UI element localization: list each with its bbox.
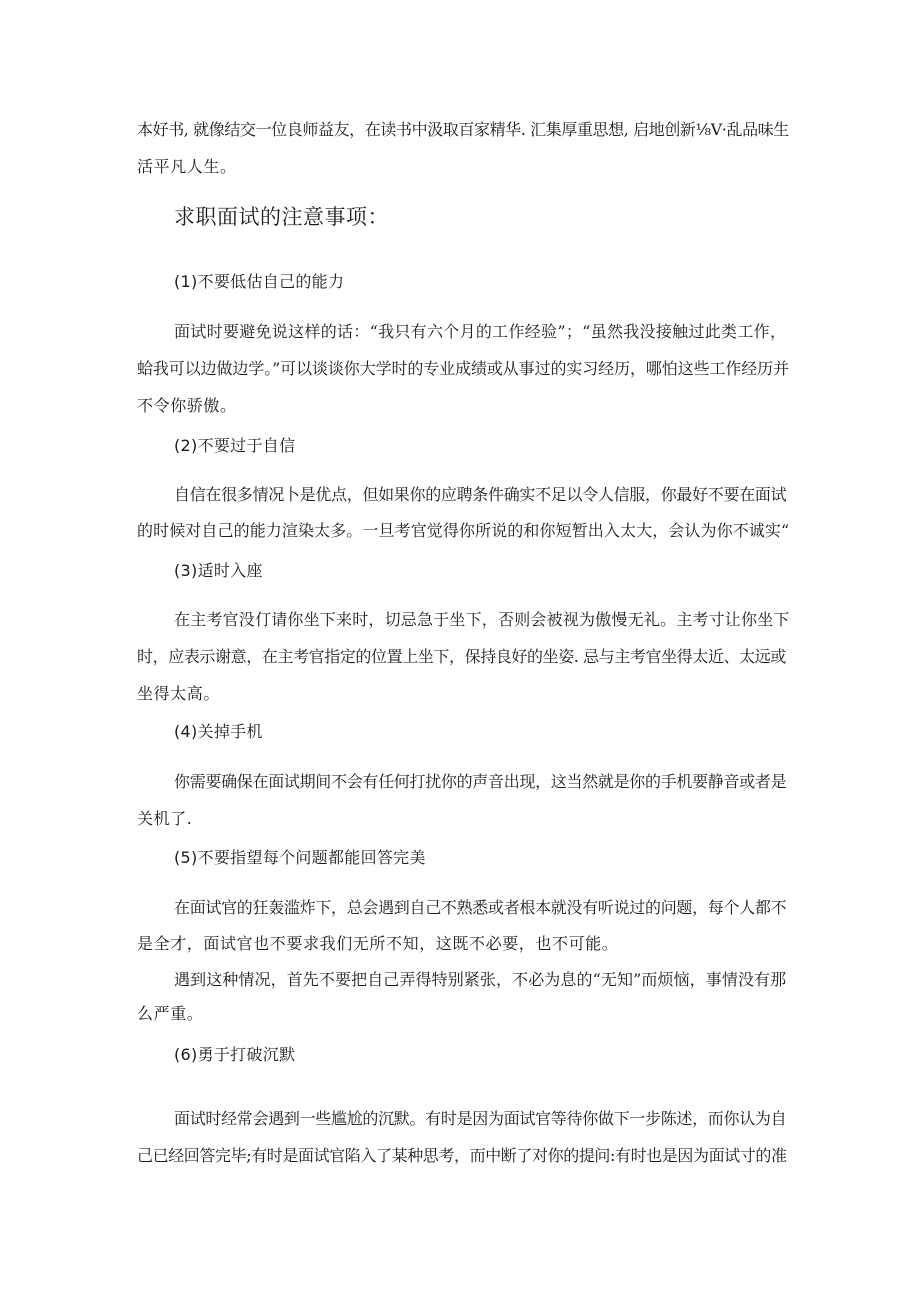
- section-5-line-4: 么严重。: [137, 1004, 204, 1023]
- section-4-line-2: 关机了.: [137, 809, 193, 828]
- section-5-line-3: 遇到这种情况，首先不要把自己弄得特别紧张，不必为息的“无知”而烦恼，事情没有那: [174, 970, 787, 989]
- section-6-line-1: 面试时经常会遇到一些尴尬的沉默。有时是因为面试官等待你做下一步陈述，而你认为自: [174, 1109, 787, 1128]
- section-6-heading: (6)勇于打破沉默: [174, 1045, 296, 1064]
- section-3-heading: (3)适时入座: [174, 561, 263, 580]
- section-5-line-1: 在面试官的狂轰滥炸下，总会遇到自己不熟悉或者根本就没有听说过的问题，每个人都不: [174, 898, 787, 917]
- section-6-line-2: 己已经回答完毕;有时是面试官陷入了某种思考，而中断了对你的提问:有时也是因为面试寸的准: [137, 1146, 787, 1165]
- intro-line-2: 活平凡人生。: [137, 157, 237, 176]
- section-5-heading: (5)不要指望每个问题都能回答完美: [174, 848, 426, 867]
- section-2-heading: (2)不要过于自信: [174, 436, 296, 455]
- section-1-line-1: 面试时要避免说这样的话：“我只有六个月的工作经验”；“虽然我没接触过此类工作，: [174, 322, 787, 341]
- intro-line-1: 本好书, 就像结交一位良师益友，在读书中汲取百家精华. 汇集厚重思想, 启地创新⅛V·乱品味生: [137, 120, 789, 139]
- section-5-line-2: 是全才，面试官也不要求我们无所不知，这既不必要，也不可能。: [137, 934, 619, 953]
- document-title: 求职面试的注意事项：: [174, 205, 389, 229]
- section-1-heading: (1)不要低估自己的能力: [174, 272, 345, 291]
- section-3-line-2: 时，应表示谢意，在主考官指定的位置上坐下，保持良好的坐姿. 忌与主考官坐得太近、太远或: [137, 647, 786, 666]
- section-1-line-3: 不令你骄傲。: [137, 396, 237, 415]
- section-1-line-2: 蛤我可以边做边学。”可以谈谈你大学时的专业成绩或从事过的实习经历，哪怕这些工作经历并: [137, 359, 789, 378]
- section-2-line-2: 的时候对自己的能力渲染太多。一旦考官觉得你所说的和你短暂出入太大，会认为你不诚实“: [137, 521, 790, 540]
- section-4-heading: (4)关掉手机: [174, 722, 263, 741]
- section-3-line-1: 在主考官没仃请你坐下来时，切忌急于坐下，否则会被视为傲慢无礼。主考寸让你坐下: [174, 610, 790, 629]
- section-3-line-3: 坐得太高。: [137, 684, 221, 703]
- section-2-line-1: 自信在很多情况卜是优点，但如果你的应聘条件确实不足以令人信服，你最好不要在面试: [174, 485, 787, 504]
- section-4-line-1: 你需要确保在面试期间不会有任何打扰你的声音出现，这当然就是你的手机要静音或者是: [174, 772, 787, 791]
